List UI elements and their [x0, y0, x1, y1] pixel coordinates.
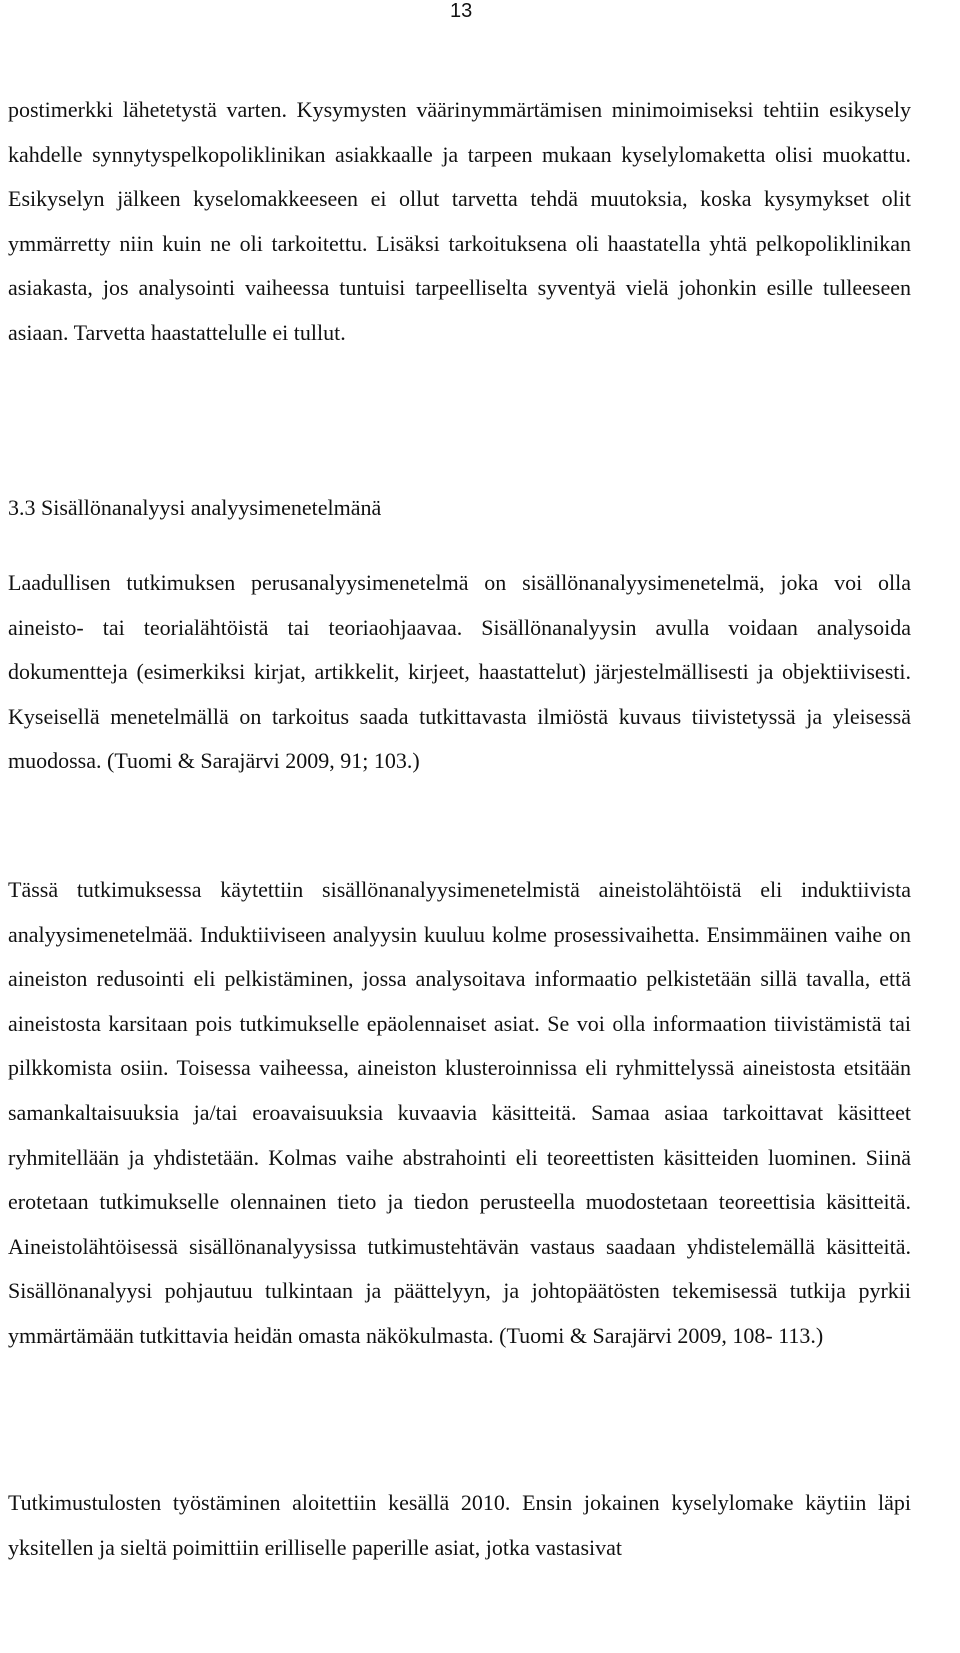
paragraph-inductive-analysis: Tässä tutkimuksessa käytettiin sisällönanalyysimenetelmistä aineistolähtöistä eli induktiivista analyysimenetelmää. Induktiiviseen analyysin kuuluu kolme prosessivaihetta. Ensimmäinen vaihe on aineiston redusointi eli pelkistäminen, jossa analysoitava informaatio pelkistetään sillä tavalla, että aineistosta karsitaan pois tutkimukselle epäolennaiset asiat. Se voi olla informaation tiivistämistä tai pilkkomista osiin. Toisessa vaiheessa, aineiston klusteroinnissa eli ryhmittelyssä aineistosta etsitään samankaltaisuuksia ja/tai eroavaisuuksia kuvaavia käsitteitä. Samaa asiaa tarkoittavat käsitteet ryhmitellään ja yhdistetään. Kolmas vaihe abstrahointi eli teoreettisten käsitteiden luominen. Siinä erotetaan tutkimukselle olennainen tieto ja tiedon perusteella muodostetaan teoreettisia käsitteitä. Aineistolähtöisessä sisällönanalyysissa tutkimustehtävän vastaus saadaan yhdistelemällä käsitteitä. Sisällönanalyysi pohjautuu tulkintaan ja päättelyyn, ja johtopäätösten tekemisessä tutkija pyrkii ymmärtämään tutkittavia heidän omasta näkökulmasta. (Tuomi & Sarajärvi 2009, 108- 113.) [8, 877, 911, 1348]
paragraph-pretest: postimerkki lähetetystä varten. Kysymysten väärinymmärtämisen minimoimiseksi tehtiin esikysely kahdelle synnytyspelkopoliklinikan asiakkaalle ja tarpeen mukaan kyselylomaketta olisi muokattu. Esikyselyn jälkeen kyselomakkeeseen ei ollut tarvetta tehdä muutoksia, koska kysymykset olit ymmärretty niin kuin ne oli tarkoitettu. Lisäksi tarkoituksena oli haastatella yhtä pelkopoliklinikan asiakasta, jos analysointi vaiheessa tuntuisi tarpeelliselta syventyä vielä johonkin esille tulleeseen asiaan. Tarvetta haastattelulle ei tullut. [8, 97, 911, 345]
section-heading: 3.3 Sisällönanalyysi analyysimenetelmänä [8, 495, 382, 520]
paragraph-results-processing: Tutkimustulosten työstäminen aloitettiin kesällä 2010. Ensin jokainen kyselylomake käytiin läpi yksitellen ja sieltä poimittiin erilliselle paperille asiat, jotka vastasivat [8, 1490, 911, 1560]
page-number: 13 [450, 0, 473, 22]
paragraph-content-analysis: Laadullisen tutkimuksen perusanalyysimenetelmä on sisällönanalyysimenetelmä, joka voi olla aineisto- tai teorialähtöistä tai teoriaohjaavaa. Sisällönanalyysin avulla voidaan analysoida dokumentteja (esimerkiksi kirjat, artikkelit, kirjeet, haastattelut) järjestelmällisesti ja objektiivisesti. Kyseisellä menetelmällä on tarkoitus saada tutkittavasta ilmiöstä kuvaus tiivistetyssä ja yleisessä muodossa. (Tuomi & Sarajärvi 2009, 91; 103.) [8, 570, 911, 774]
